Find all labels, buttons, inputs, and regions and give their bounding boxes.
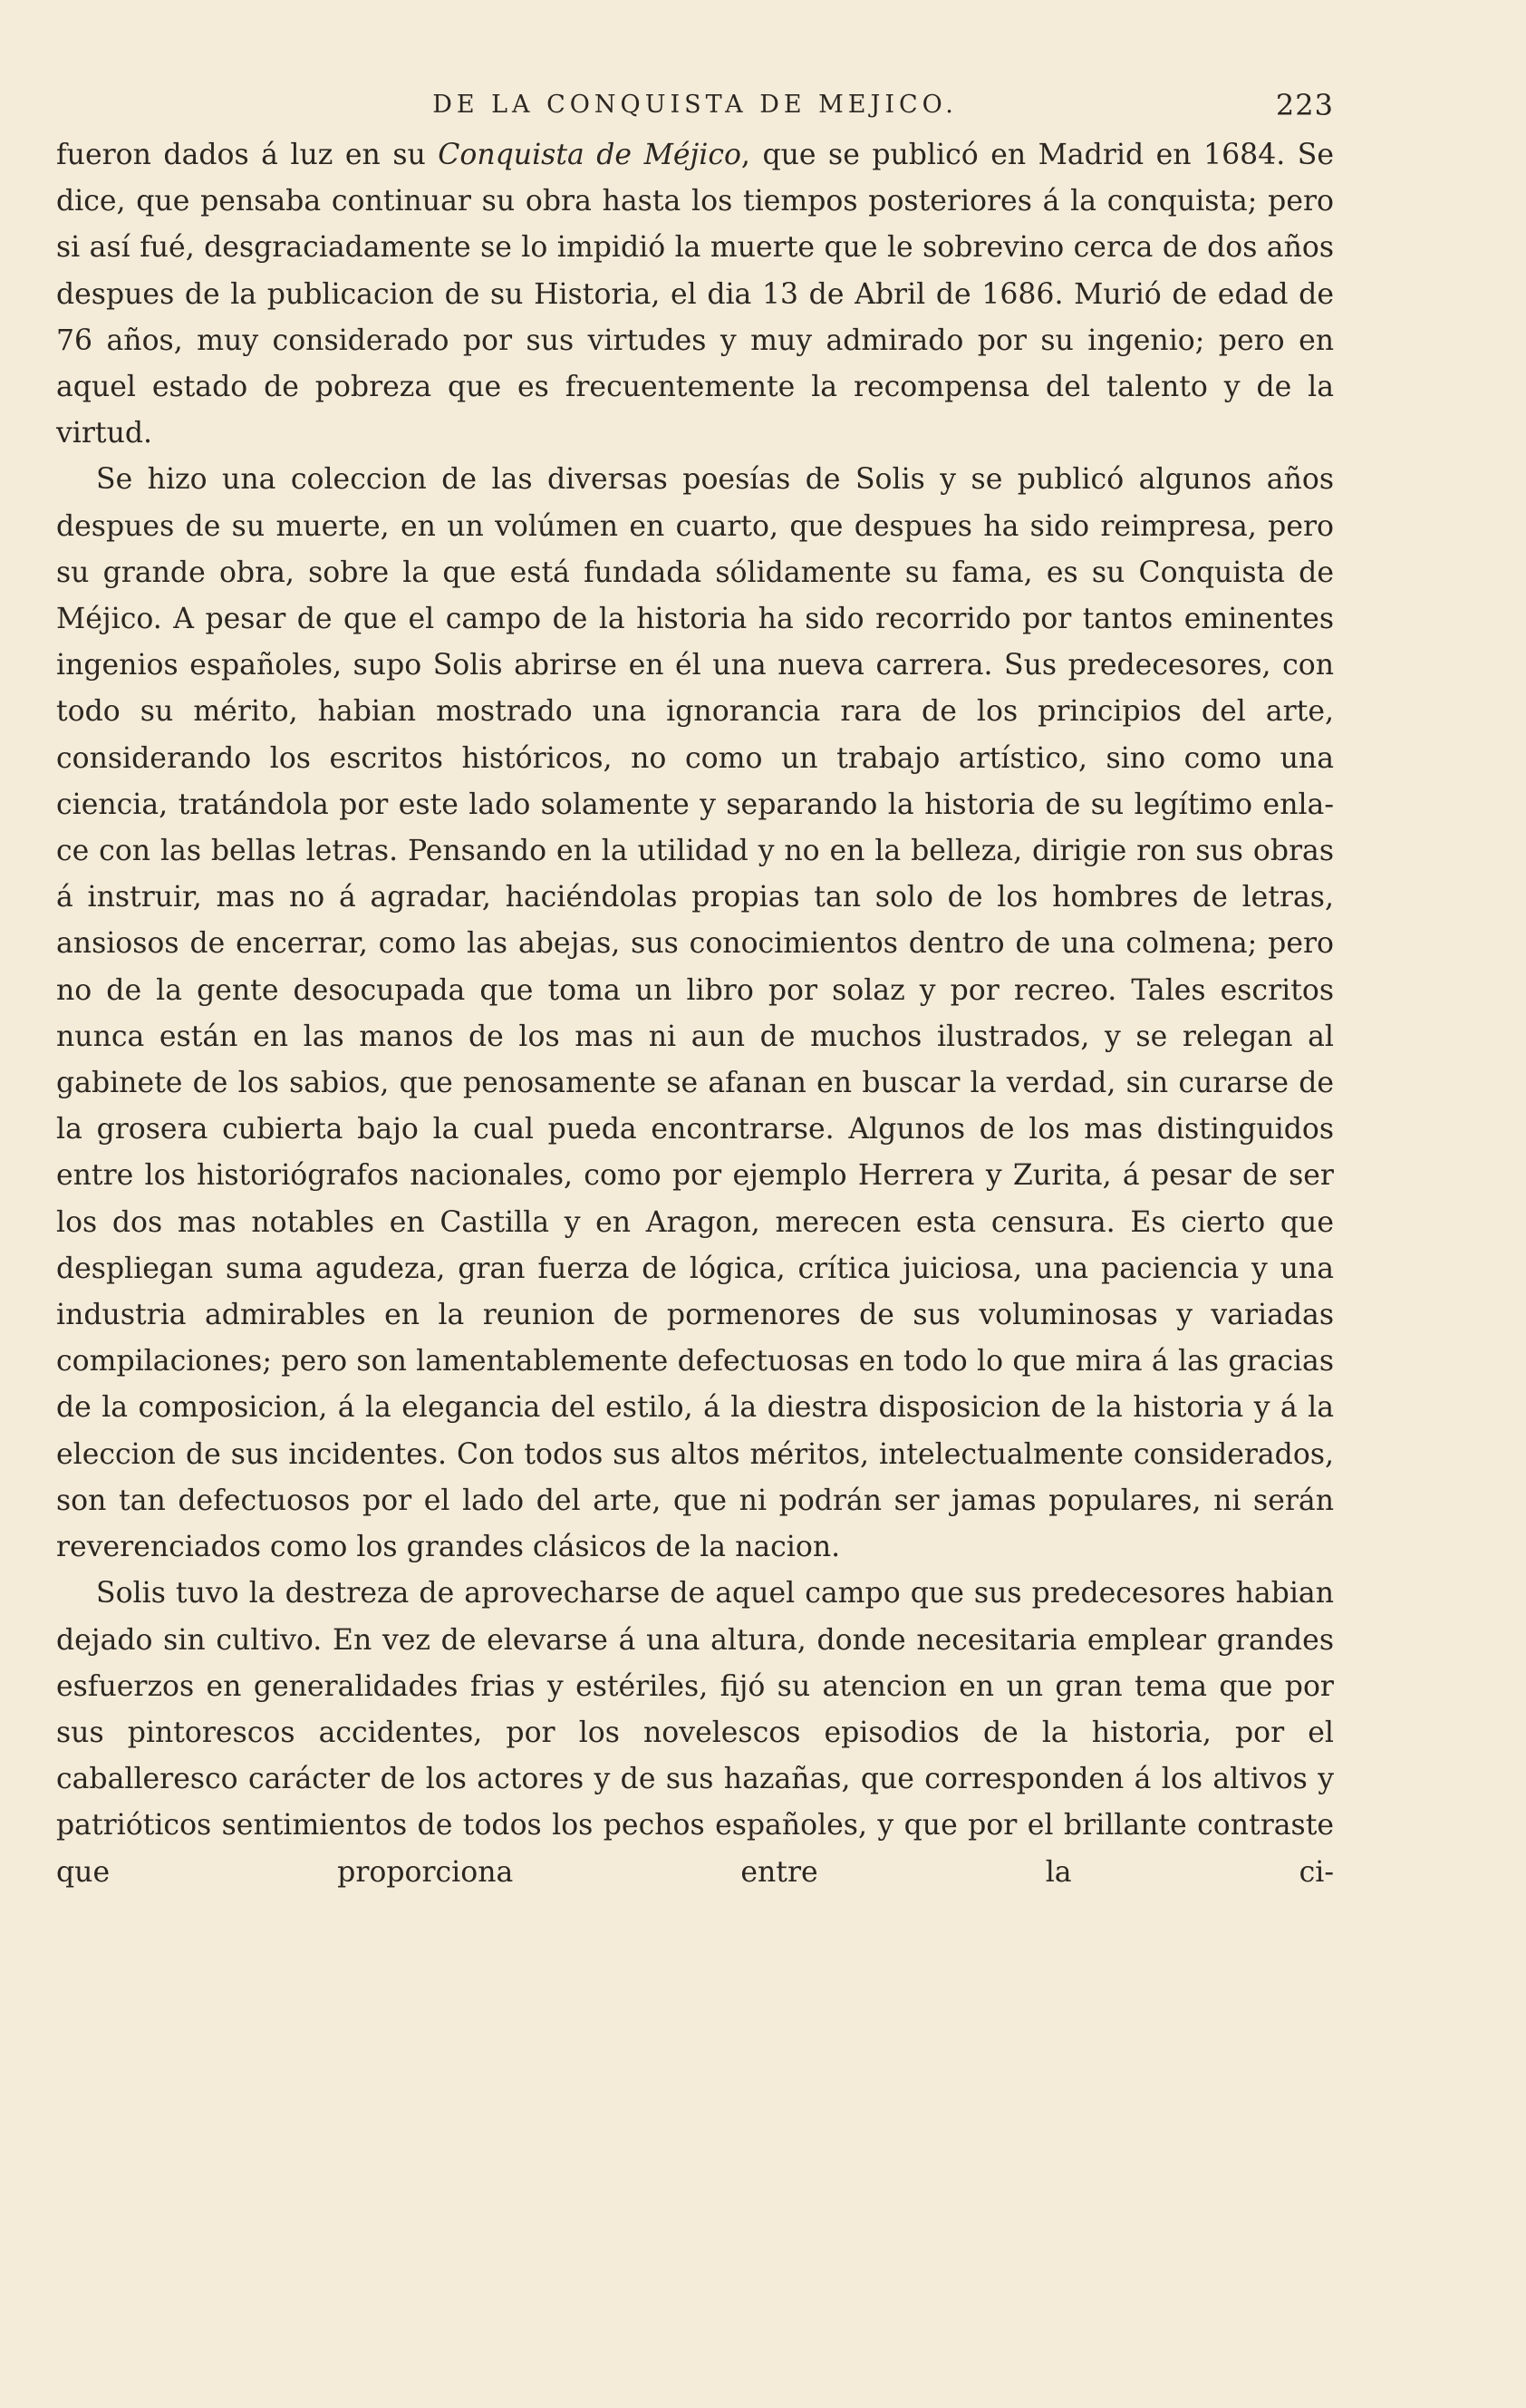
paragraph-1 [56, 132, 1334, 457]
paragraph-3: Solis tuvo la destreza de aprovecharse de aquel campo que sus predecesores habian dejado sin cultivo. En vez de elevarse á una altura, donde necesitaria emplear grandes esfuerzos en generalidades frias y estériles, fijó su atencion en un gran tema que por sus pintorescos accidentes, por los novelescos episodios de la historia, por el caballeresco carácter de los actores y de sus hazañas, que corresponden á los altivos y patrióticos sentimientos de todos los pechos españoles, y que por el brillante contraste que proporciona entre la ci- [56, 1577, 1334, 1889]
paragraph-2: Se hizo una coleccion de las diversas poesías de Solis y se publicó algunos años despues de su muerte, en un volúmen en cuarto, que despues ha sido reimpresa, pero su grande obra, sobre la que está fundada sólidamente su fama, es su Conquista de Méjico. A pesar de que el campo de la historia ha sido recorrido por tantos eminentes ingenios españoles, supo Solis abrirse en él una nueva carrera. Sus predecesores, con todo su mérito, habian mostrado una ignorancia rara de los principios del arte, considerando los escritos históricos, no como un trabajo artístico, sino como una ciencia, tratándola por este lado solamente y separando la historia de su legítimo enlace con las bellas letras. Pensando en la utilidad y no en la belleza, dirigie ron sus obras á instruir, mas no á agradar, haciéndolas propias tan solo de los hombres de letras, ansiosos de encerrar, como las abejas, sus conocimientos dentro de una colmena; pero no de la gente desocupada que toma un libro por solaz y por recreo. Tales escritos nunca están en las manos de los mas ni aun de muchos ilustrados, y se relegan al gabinete de los sabios, que penosamente se afanan en buscar la verdad, sin curarse de la grosera cubierta bajo la cual pueda encontrarse. Algunos de los mas distinguidos entre los historiógrafos nacionales, como por ejemplo Herrera y Zurita, á pesar de ser los dos mas notables en Castilla y en Aragon, merecen esta censura. Es cierto que despliegan suma agudeza, gran fuerza de lógica, crítica juiciosa, una paciencia y una industria admirables en la reunion de pormenores de sus voluminosas y variadas compilaciones; pero son lamentablemente defectuosas en todo lo que mira á las gracias de la composicion, á la elegancia del estilo, á la diestra disposicion de la historia y á la eleccion de sus incidentes. Con todos sus altos méritos, intelectualmente considerados, son tan defectuosos por el lado del arte, que ni podrán ser jamas populares, ni serán reverenciados como los grandes clásicos de la nacion. [56, 463, 1334, 1564]
running-head [56, 87, 1334, 123]
paragraph-1-rest: , que se publicó en Madrid en 1684. Se dice, que pensaba continuar su obra hasta los tiempos posteriores á la conquista; pero si así fué, desgraciadamente se lo impidió la muerte que le sobrevino cerca de dos años despues de la publicacion de su Historia, el dia 13 de Abril de 1686. Murió de edad de 76 años, muy considerado por sus virtudes y muy admirado por su ingenio; pero en aquel estado de pobreza que es frecuentemente la recompensa del talento y de la virtud. [56, 139, 1334, 450]
running-title: DE LA CONQUISTA DE MEJICO. [432, 91, 958, 119]
page-number: 223 [1275, 88, 1334, 122]
body-text [56, 132, 1334, 1896]
book-title-italic: Conquista de Méjico [438, 139, 741, 171]
paragraph-1-start: fueron dados á luz en su [56, 139, 439, 171]
